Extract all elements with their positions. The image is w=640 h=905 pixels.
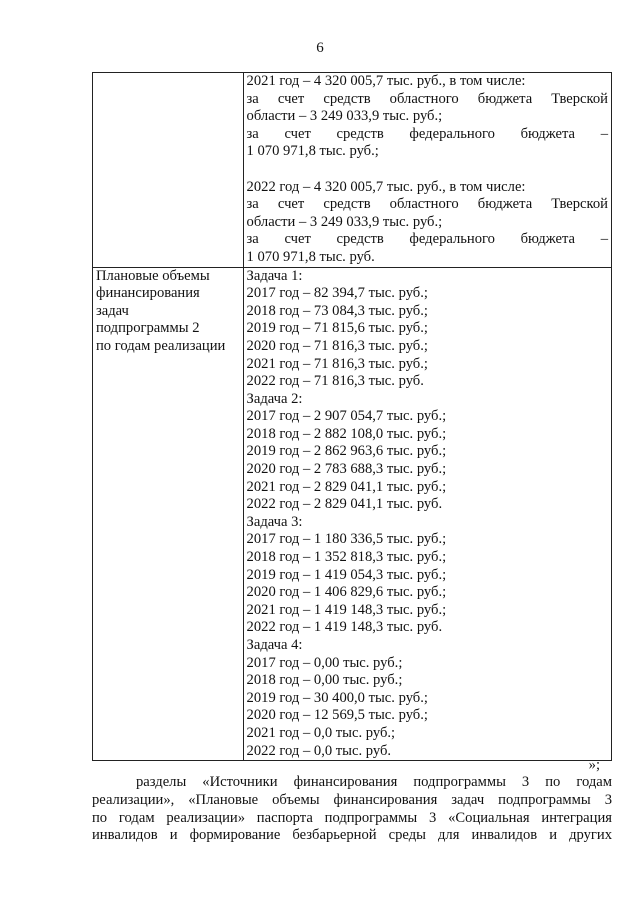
task-year-line: 2019 год – 30 400,0 тыс. руб.; [246, 689, 428, 706]
task-year-line: 2017 год – 82 394,7 тыс. руб.; [246, 285, 428, 302]
regional-budget-value: области – 3 249 033,9 тыс. руб.; [246, 213, 443, 230]
row-label-cell [93, 267, 244, 761]
regional-budget-label: за счет средств областного бюджета Тверской [246, 90, 608, 107]
paragraph-line: по годам реализации» паспорта подпрограммы 3 «Социальная интеграция [92, 809, 612, 826]
task-year-line: 2019 год – 71 815,6 тыс. руб.; [246, 320, 428, 337]
spacer [247, 161, 608, 179]
financing-table [92, 72, 612, 761]
task-year-line: 2020 год – 71 816,3 тыс. руб.; [246, 337, 428, 354]
task-year-line: 2019 год – 1 419 054,3 тыс. руб.; [246, 566, 447, 583]
task-title: Задача 4: [246, 637, 303, 653]
task-year-line: 2021 год – 0,0 тыс. руб.; [246, 724, 396, 741]
task-year-line: 2017 год – 1 180 336,5 тыс. руб.; [246, 531, 447, 548]
task-year-line: 2020 год – 2 783 688,3 тыс. руб.; [246, 461, 447, 478]
table-cell-empty [93, 73, 244, 268]
task-year-line: 2020 год – 1 406 829,6 тыс. руб.; [246, 584, 447, 601]
row-label-line: финансирования [96, 285, 200, 302]
table-cell-funding-2021-2022 [243, 73, 611, 268]
task-year-line: 2021 год – 71 816,3 тыс. руб.; [246, 355, 428, 372]
row-label-line: по годам реализации [96, 337, 226, 354]
row-label-line: задач [96, 302, 129, 319]
task-year-line: 2021 год – 2 829 041,1 тыс. руб.; [246, 478, 447, 495]
paragraph-line: разделы «Источники финансирования подпрограммы 3 по годам [136, 774, 612, 790]
table-row [93, 73, 612, 268]
task-year-line: 2018 год – 1 352 818,3 тыс. руб.; [246, 549, 447, 566]
task-year-line: 2022 год – 2 829 041,1 тыс. руб. [246, 496, 443, 513]
paragraph-line: инвалидов и формирование безбарьерной среды для инвалидов и других [92, 827, 612, 844]
year-2022-total: 2022 год – 4 320 005,7 тыс. руб., в том числе: [246, 178, 526, 195]
task-year-line: 2017 год – 2 907 054,7 тыс. руб.; [246, 408, 447, 425]
task-year-line: 2018 год – 2 882 108,0 тыс. руб.; [246, 425, 447, 442]
task-year-line: 2022 год – 1 419 148,3 тыс. руб. [246, 619, 443, 636]
year-2021-total: 2021 год – 4 320 005,7 тыс. руб., в том числе: [246, 73, 526, 89]
table-row [93, 267, 612, 761]
body-paragraph [92, 774, 612, 845]
federal-budget-label: за счет средств федерального бюджета – [246, 125, 608, 142]
task-year-line: 2020 год – 12 569,5 тыс. руб.; [246, 707, 428, 724]
federal-budget-label: за счет средств федерального бюджета – [246, 231, 608, 248]
regional-budget-value: области – 3 249 033,9 тыс. руб.; [246, 108, 443, 125]
row-label-line: Плановые объемы [96, 267, 210, 284]
closing-quote-mark: »; [588, 757, 600, 773]
task-year-line: 2018 год – 73 084,3 тыс. руб.; [246, 302, 428, 319]
task-year-line: 2018 год – 0,00 тыс. руб.; [246, 672, 403, 689]
federal-budget-value: 1 070 971,8 тыс. руб. [246, 248, 375, 265]
paragraph-line: реализации», «Плановые объемы финансирования задач подпрограммы 3 [92, 791, 612, 808]
task-title: Задача 1: [246, 267, 303, 284]
tasks-funding-cell [243, 267, 611, 761]
federal-budget-value: 1 070 971,8 тыс. руб.; [246, 143, 379, 160]
row-label-line: подпрограммы 2 [96, 320, 200, 337]
task-year-line: 2019 год – 2 862 963,6 тыс. руб.; [246, 443, 447, 460]
task-year-line: 2017 год – 0,00 тыс. руб.; [246, 654, 403, 671]
page-number: 6 [316, 40, 324, 56]
task-year-line: 2022 год – 0,0 тыс. руб. [246, 742, 392, 759]
task-title: Задача 3: [246, 513, 303, 530]
task-year-line: 2021 год – 1 419 148,3 тыс. руб.; [246, 601, 447, 618]
task-year-line: 2022 год – 71 816,3 тыс. руб. [246, 373, 424, 390]
task-title: Задача 2: [246, 390, 303, 407]
regional-budget-label: за счет средств областного бюджета Тверской [246, 196, 608, 213]
